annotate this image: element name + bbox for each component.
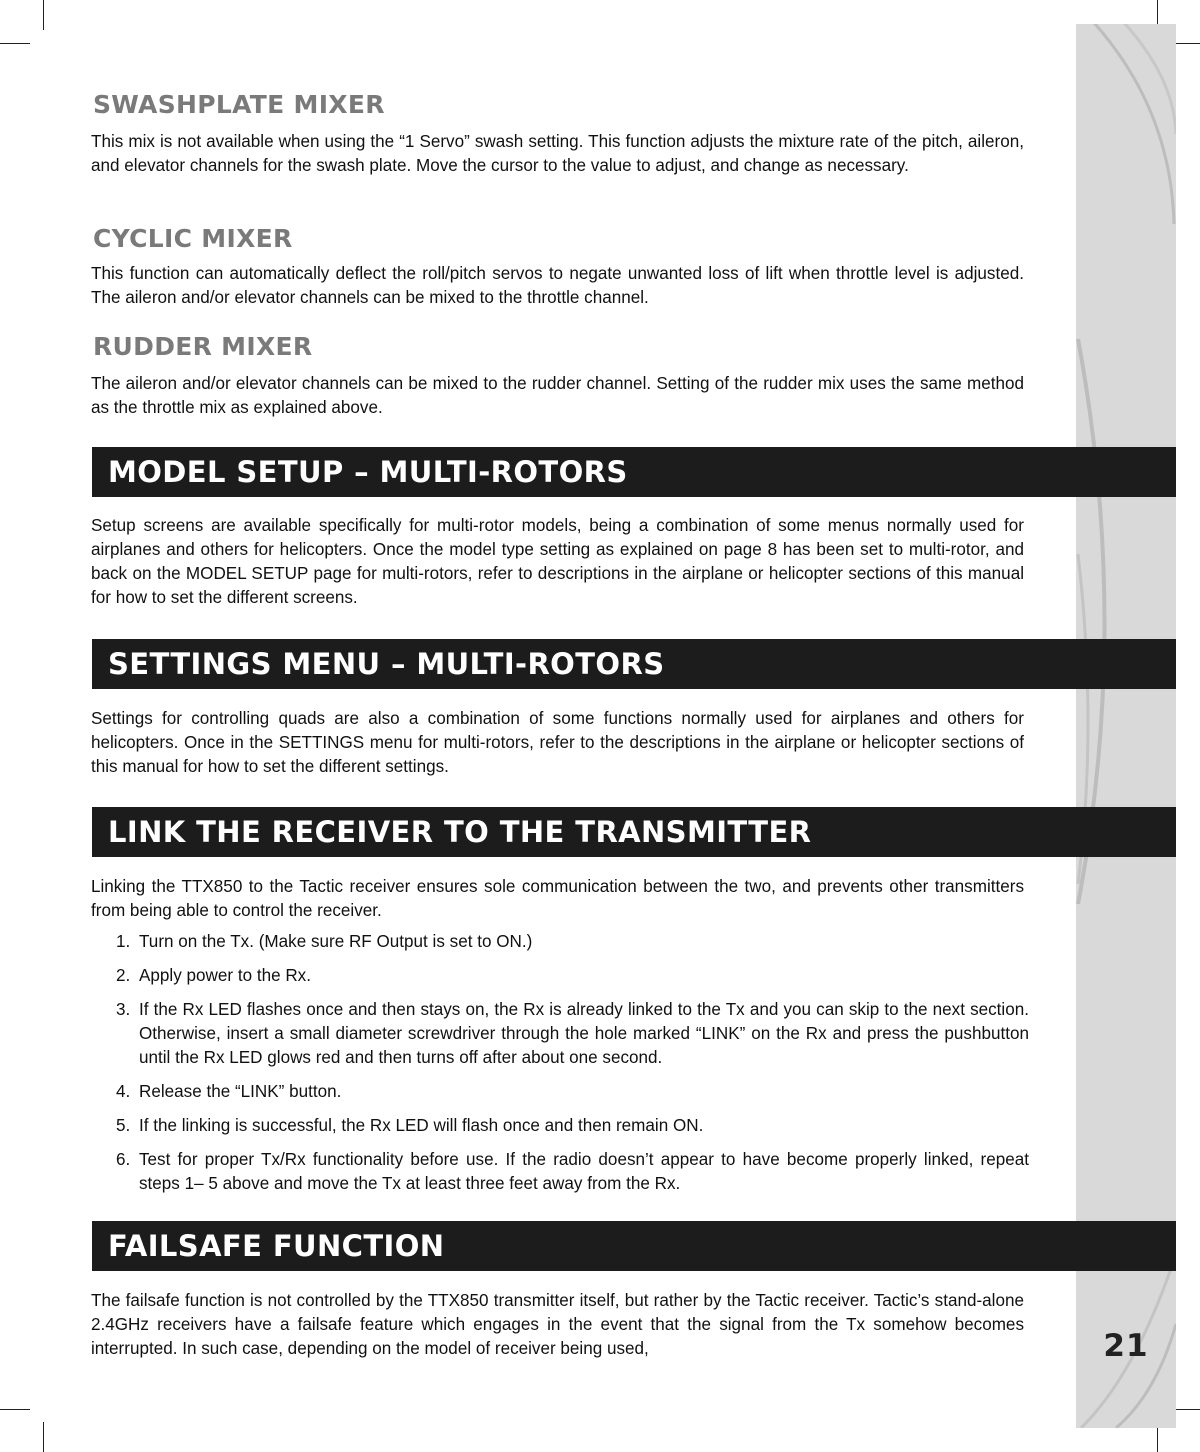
list-item	[91, 930, 1029, 954]
step-text: Release the “LINK” button.	[139, 1082, 342, 1101]
link-receiver-heading: LINK THE RECEIVER TO THE TRANSMITTER	[92, 807, 1176, 857]
step-number: 3.	[116, 1000, 131, 1019]
crop-mark	[0, 43, 30, 44]
cyclic-mixer-text: This function can automatically deflect the roll/pitch servos to negate unwanted loss of lift when throttle level is adjusted. The aileron and/or elevator channels can be mixed to the throttle channel.	[91, 264, 1024, 307]
crop-mark	[43, 1422, 44, 1452]
swashplate-mixer-heading: SWASHPLATE MIXER	[93, 90, 385, 119]
swashplate-mixer-text: This mix is not available when using the “1 Servo” swash setting. This function adjusts the mixture rate of the pitch, aileron, and elevator channels for the swash plate. Move the cursor to the value to adjust, and change as necessary.	[91, 132, 1024, 175]
page-sidebar	[1076, 24, 1176, 1428]
step-number: 6.	[116, 1150, 131, 1169]
failsafe-text: The failsafe function is not controlled by the TTX850 transmitter itself, but rather by the Tactic receiver. Tactic’s stand-alone 2.4GHz receivers have a failsafe feature which engages in the event that the signal from the Tx somehow becomes interrupted. In such case, depending on the model of receiver being used,	[91, 1291, 1024, 1358]
model-setup-text: Setup screens are available specifically for multi-rotor models, being a combination of some menus normally used for airplanes and others for helicopters. Once the model type setting as explained on page 8 has been set to multi-rotor, and back on the MODEL SETUP page for multi-rotors, refer to descriptions in the airplane or helicopter sections of this manual for how to set the different screens.	[91, 516, 1024, 607]
model-setup-heading: MODEL SETUP – MULTI-ROTORS	[92, 447, 1176, 497]
list-item	[91, 964, 1029, 988]
list-item	[91, 1148, 1029, 1196]
step-number: 5.	[116, 1116, 131, 1135]
step-text: If the linking is successful, the Rx LED will flash once and then remain ON.	[139, 1116, 704, 1135]
step-text: Apply power to the Rx.	[139, 966, 311, 985]
settings-menu-heading: SETTINGS MENU – MULTI-ROTORS	[92, 639, 1176, 689]
list-item	[91, 998, 1029, 1070]
step-text: Turn on the Tx. (Make sure RF Output is set to ON.)	[139, 932, 533, 951]
list-item	[91, 1114, 1029, 1138]
cyclic-mixer-heading: CYCLIC MIXER	[93, 224, 293, 253]
step-number: 1.	[116, 932, 131, 951]
step-number: 2.	[116, 966, 131, 985]
crop-mark	[43, 0, 44, 30]
step-text: Test for proper Tx/Rx functionality before use. If the radio doesn’t appear to have become properly linked, repeat steps 1– 5 above and move the Tx at least three feet away from the Rx.	[139, 1150, 1029, 1193]
step-number: 4.	[116, 1082, 131, 1101]
rudder-mixer-text: The aileron and/or elevator channels can be mixed to the rudder channel. Setting of the rudder mix uses the same method as the throttle mix as explained above.	[91, 374, 1024, 417]
list-item	[91, 1080, 1029, 1104]
crop-mark	[0, 1409, 30, 1410]
link-receiver-text: Linking the TTX850 to the Tactic receiver ensures sole communication between the two, and prevents other transmitters from being able to control the receiver.	[91, 877, 1024, 920]
decorative-arcs	[1076, 24, 1176, 1428]
page-number: 21	[1103, 1328, 1149, 1364]
failsafe-heading: FAILSAFE FUNCTION	[92, 1221, 1176, 1271]
link-steps-list	[91, 930, 1031, 1206]
settings-menu-text: Settings for controlling quads are also a combination of some functions normally used for airplanes and others for helicopters. Once in the SETTINGS menu for multi-rotors, refer to the descriptions in the airplane or helicopter sections of this manual for how to set the different settings.	[91, 709, 1024, 776]
step-text: If the Rx LED flashes once and then stays on, the Rx is already linked to the Tx and you can skip to the next section. Otherwise, insert a small diameter screwdriver through the hole marked “LINK” on the Rx and press the pushbutton until the Rx LED glows red and then turns off after about one second.	[139, 1000, 1029, 1067]
rudder-mixer-heading: RUDDER MIXER	[93, 332, 313, 361]
